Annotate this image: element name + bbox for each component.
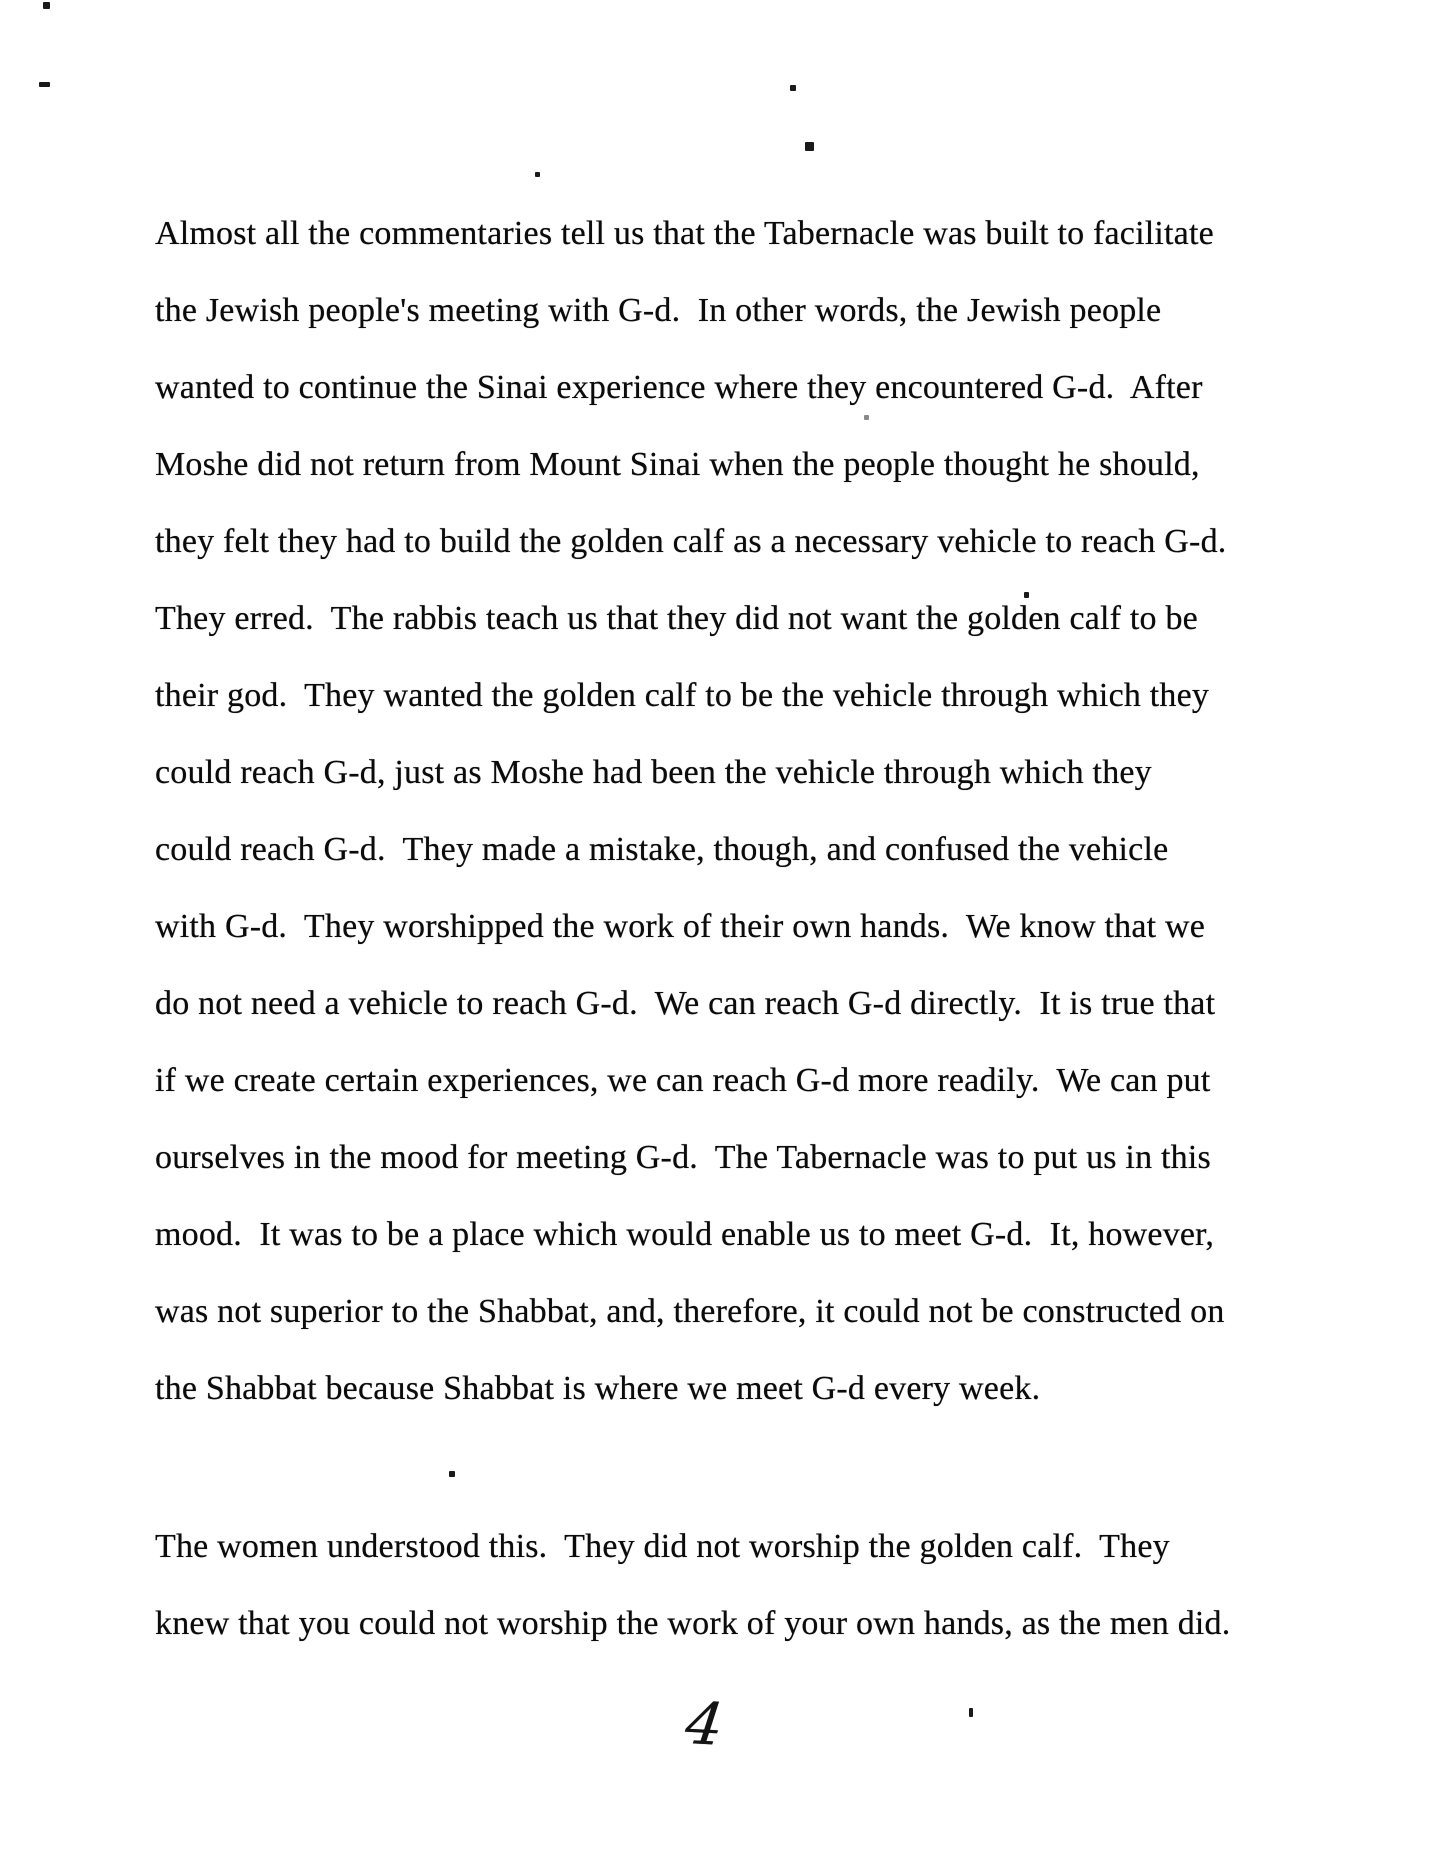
text-line: mood. It was to be a place which would enable us to meet G-d. It, however, xyxy=(155,1216,1215,1253)
scan-speck xyxy=(969,1708,973,1717)
text-line: the Shabbat because Shabbat is where we meet G-d every week. xyxy=(155,1370,1041,1407)
scan-speck xyxy=(39,82,50,87)
text-line: with G-d. They worshipped the work of their own hands. We know that we xyxy=(155,908,1206,945)
text-line: they felt they had to build the golden calf as a necessary vehicle to reach G-d. xyxy=(155,523,1227,560)
scan-speck xyxy=(535,172,540,177)
body-text xyxy=(155,195,1275,1662)
scan-speck xyxy=(43,2,50,9)
scan-speck xyxy=(805,142,814,151)
scan-speck xyxy=(790,85,796,91)
text-line: could reach G-d, just as Moshe had been the vehicle through which they xyxy=(155,754,1152,791)
text-line: Moshe did not return from Mount Sinai when the people thought he should, xyxy=(155,446,1200,483)
text-line: do not need a vehicle to reach G-d. We can reach G-d directly. It is true that xyxy=(155,985,1216,1022)
page-number: 4 xyxy=(681,1689,728,1759)
text-line: the Jewish people's meeting with G-d. In other words, the Jewish people xyxy=(155,292,1162,329)
scan-speck xyxy=(449,1471,455,1477)
text-line: wanted to continue the Sinai experience where they encountered G-d. After xyxy=(155,369,1203,406)
scan-speck xyxy=(1024,592,1029,598)
text-line: knew that you could not worship the work of your own hands, as the men did. xyxy=(155,1605,1231,1642)
text-line: They erred. The rabbis teach us that they did not want the golden calf to be xyxy=(155,600,1198,637)
text-line: their god. They wanted the golden calf to be the vehicle through which they xyxy=(155,677,1210,714)
text-line: ourselves in the mood for meeting G-d. The Tabernacle was to put us in this xyxy=(155,1139,1211,1176)
text-line: could reach G-d. They made a mistake, though, and confused the vehicle xyxy=(155,831,1169,868)
scan-speck xyxy=(864,415,869,420)
paragraph-tabernacle xyxy=(155,195,1275,1427)
text-line: if we create certain experiences, we can reach G-d more readily. We can put xyxy=(155,1062,1211,1099)
text-line: The women understood this. They did not worship the golden calf. They xyxy=(155,1528,1170,1565)
paragraph-women xyxy=(155,1508,1275,1662)
text-line: was not superior to the Shabbat, and, therefore, it could not be constructed on xyxy=(155,1293,1225,1330)
text-line: Almost all the commentaries tell us that the Tabernacle was built to facilitate xyxy=(155,215,1214,252)
